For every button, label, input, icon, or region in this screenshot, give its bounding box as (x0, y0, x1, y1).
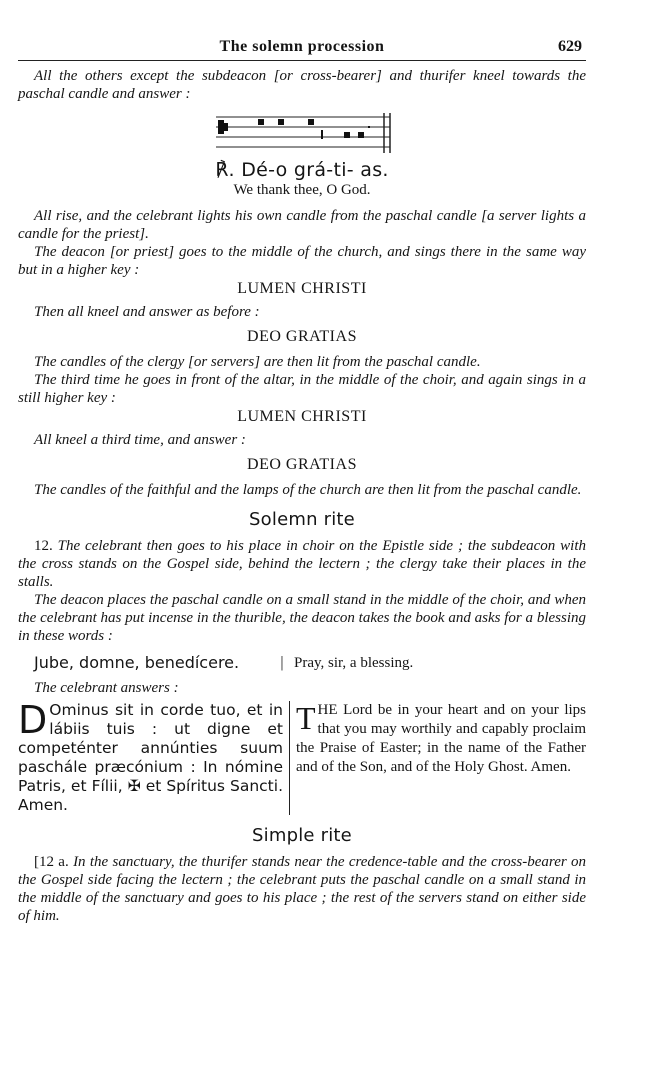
answer-deo-gratias-2: DEO GRATIAS (247, 456, 357, 473)
page-number: 629 (558, 38, 582, 55)
acclamation-lumen-christi-1: LUMEN CHRISTI (237, 280, 367, 297)
solemn-rite-para-2: The deacon places the paschal candle on a small stand in the middle of the choir, and when the celebrant has put incense in the thurible, the deacon takes the book and asks for a blessing in these words : (18, 592, 586, 644)
rubric-kneel: All the others except the subdeacon [or cross-bearer] and thurifer kneel towards the paschal candle and answer : (18, 68, 586, 102)
heading-simple-rite: Simple rite (252, 825, 352, 846)
book-page (18, 36, 586, 925)
acclamation-lumen-christi-2: LUMEN CHRISTI (237, 408, 367, 425)
jube-divider: | (280, 654, 284, 671)
simple-rite-para (18, 853, 586, 925)
jube-latin: Jube, domne, benedícere. (34, 653, 240, 672)
rubric-kneel-2: Then all kneel and answer as before : (34, 304, 260, 320)
page-title: The solemn procession (219, 38, 385, 55)
chant-notation (208, 109, 396, 157)
blessing-latin (18, 698, 283, 815)
running-header (18, 36, 586, 61)
jube-row (18, 653, 586, 673)
answer-deo-gratias-1: DEO GRATIAS (247, 328, 357, 345)
response-latin: ℟. Dé-o grá-ti- as. (215, 159, 389, 181)
solemn-rite-para-1 (18, 537, 586, 591)
paragraph-number-12: 12. (34, 538, 53, 554)
rubric-faithful: The candles of the faithful and the lamps of the church are then lit from the paschal candle. (34, 482, 582, 498)
column-divider (289, 701, 290, 815)
heading-solemn-rite: Solemn rite (249, 509, 355, 530)
latin-dropcap: D (18, 698, 48, 742)
rubric-deacon: The deacon [or priest] goes to the middle of the church, and sings there in the same way but in a higher key : (18, 244, 586, 278)
response-english: We thank thee, O God. (233, 182, 371, 198)
rubric-kneel-3: All kneel a third time, and answer : (34, 432, 246, 448)
rubric-celebrant-answers: The celebrant answers : (34, 680, 179, 696)
simple-rite-para-text: In the sanctuary, the thurifer stands near the credence-table and the cross-bearer on the Gospel side facing the lectern ; the celebrant puts the paschal candle on a small stand in the middle of the sanctuary and goes to his place ; the rest of the servers stand on either side of him. (18, 854, 587, 924)
solemn-rite-para-1-text: The celebrant then goes to his place in choir on the Epistle side ; the subdeacon with the cross stands on the Gospel side, behind the lectern ; the clergy take their places in the stalls. (18, 538, 586, 590)
paragraph-number-12a: [12 a. (34, 854, 69, 870)
latin-blessing-text: Ominus sit in corde tuo, et in lábiis tuis : ut digne et competénter annúnties suum paschále præcónium : In nómine Patris, et Fílii, ✠ et Spíritus Sancti. Amen. (18, 701, 283, 814)
rubric-rise: All rise, and the celebrant lights his own candle from the paschal candle [a server lights a candle for the priest]. (18, 208, 586, 242)
english-blessing-text: HE Lord be in your heart and on your lips that you may worthily and capably proclaim the Praise of Easter; in the name of the Father and of the Son, and of the Holy Ghost. Amen. (296, 702, 586, 775)
jube-english: Pray, sir, a blessing. (294, 655, 414, 671)
blessing-columns (18, 698, 586, 815)
rubric-clergy: The candles of the clergy [or servers] are then lit from the paschal candle. (34, 354, 481, 370)
blessing-english (296, 701, 586, 815)
english-dropcap: T (296, 700, 316, 736)
rubric-third: The third time he goes in front of the altar, in the middle of the choir, and again sings in a still higher key : (18, 372, 586, 406)
